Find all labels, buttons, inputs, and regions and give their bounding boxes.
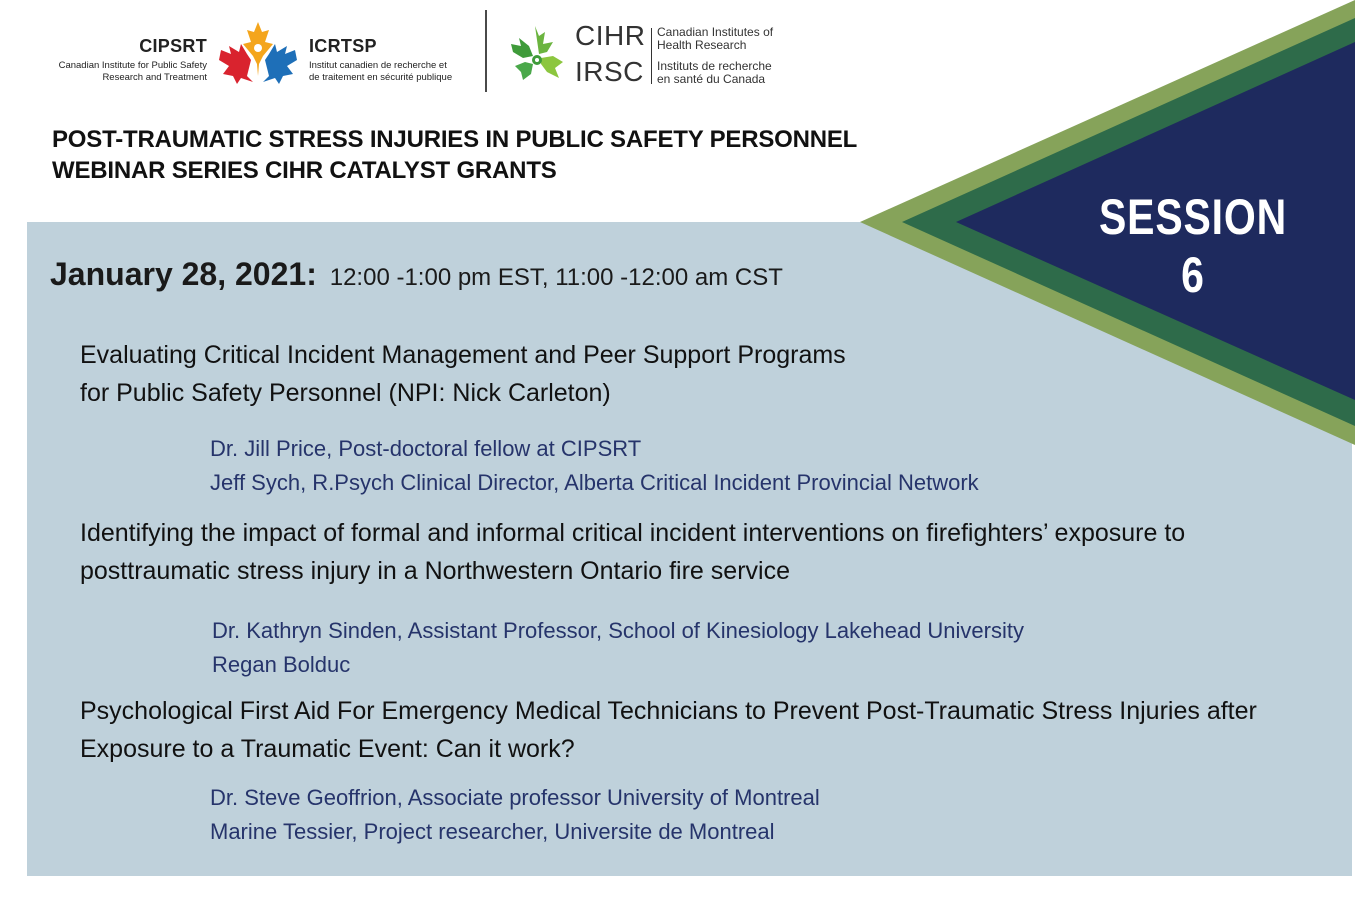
talk-1-title-line2: for Public Safety Personnel (NPI: Nick Carleton) <box>80 379 611 407</box>
cipsrt-acronym: CIPSRT <box>139 36 207 56</box>
cihr-acronym: CIHR <box>575 20 646 51</box>
cihr-leaf-logo-icon <box>505 22 569 86</box>
session-label: SESSION 6 <box>1098 189 1288 303</box>
cihr-divider <box>651 28 652 84</box>
talk-2-title-line1: Identifying the impact of formal and informal critical incident interventions on firefighters’ exposure to <box>80 519 1186 547</box>
talk-3-title <box>80 692 1257 768</box>
cihr-name-en <box>657 26 773 52</box>
talk-3-title-line1: Psychological First Aid For Emergency Medical Technicians to Prevent Post-Traumatic Stress Injuries after <box>80 697 1257 725</box>
talk-1-speakers <box>210 432 979 500</box>
cihr-name-fr <box>657 60 772 86</box>
cihr-name-fr-line1: Instituts de recherche <box>657 59 772 73</box>
talk-3-speakers <box>210 781 820 849</box>
talk-3-speaker-1: Dr. Steve Geoffrion, Associate professor University of Montreal <box>210 785 820 810</box>
logo-divider <box>485 10 487 92</box>
event-date-separator: : <box>306 256 317 292</box>
irsc-acronym: IRSC <box>575 56 644 87</box>
talk-1-speaker-2: Jeff Sych, R.Psych Clinical Director, Alberta Critical Incident Provincial Network <box>210 470 979 495</box>
page-title <box>52 124 872 186</box>
talk-2-title <box>80 514 1185 590</box>
icrtsp-acronym: ICRTSP <box>309 36 377 56</box>
page-title-line1: POST-TRAUMATIC STRESS INJURIES IN PUBLIC SAFETY PERSONNEL <box>52 126 858 153</box>
event-time: 12:00 -1:00 pm EST, 11:00 -12:00 am CST <box>329 264 783 291</box>
icrtsp-name-line1: Institut canadien de recherche et <box>309 60 447 71</box>
icrtsp-name-line2: de traitement en sécurité publique <box>309 72 453 83</box>
cihr-name-en-line2: Health Research <box>657 38 747 52</box>
page-title-line2: WEBINAR SERIES CIHR CATALYST GRANTS <box>52 157 557 184</box>
event-date: January 28, 2021 <box>50 256 307 292</box>
talk-2-title-line2: posttraumatic stress injury in a Northwestern Ontario fire service <box>80 557 790 585</box>
event-date-line <box>50 254 783 298</box>
cipsrt-name-line1: Canadian Institute for Public Safety <box>58 60 207 71</box>
cihr-name-en-line1: Canadian Institutes of <box>657 25 774 39</box>
cihr-name-fr-line2: en santé du Canada <box>657 72 766 86</box>
talk-1-title <box>80 336 846 412</box>
talk-3-speaker-2: Marine Tessier, Project researcher, Universite de Montreal <box>210 819 775 844</box>
talk-1-title-line1: Evaluating Critical Incident Management and Peer Support Programs <box>80 341 846 369</box>
talk-2-speakers <box>212 614 1024 682</box>
talk-3-title-line2: Exposure to a Traumatic Event: Can it work? <box>80 735 575 763</box>
talk-2-speaker-2: Regan Bolduc <box>212 652 351 677</box>
talk-1-speaker-1: Dr. Jill Price, Post-doctoral fellow at CIPSRT <box>210 436 642 461</box>
cipsrt-name-line2: Research and Treatment <box>102 72 207 83</box>
maple-leaf-logo-icon <box>217 20 299 90</box>
icrtsp-name <box>309 60 489 84</box>
talk-2-speaker-1: Dr. Kathryn Sinden, Assistant Professor, School of Kinesiology Lakehead University <box>212 618 1024 643</box>
cipsrt-name <box>30 60 207 84</box>
